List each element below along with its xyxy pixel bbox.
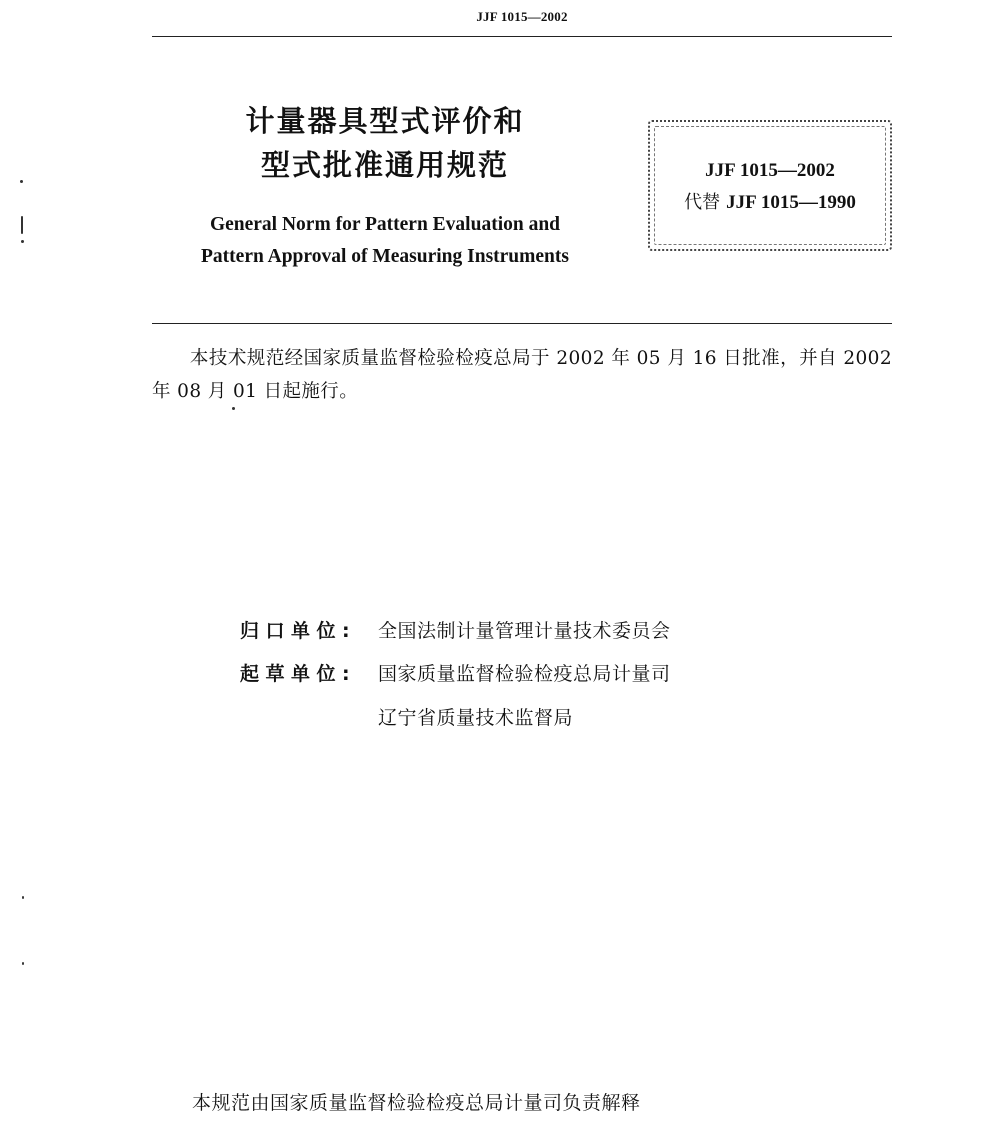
drafting-unit-row-2 — [240, 704, 573, 732]
replaces-line — [650, 190, 890, 216]
approval-statement: 本技术规范经国家质量监督检验检疫总局于 2002 年 05 月 16 日批准，并自 2002 年 08 月 01 日起施行。 — [152, 348, 892, 402]
scan-speck — [21, 216, 23, 234]
responsible-unit-value: 全国法制计量管理计量技术委员会 — [378, 620, 671, 642]
replaced-standard-code: JJF 1015—1990 — [726, 192, 856, 213]
title-chinese-line-1: 计量器具型式评价和 — [245, 104, 525, 138]
scan-speck — [20, 180, 23, 183]
drafting-unit-value-2: 辽宁省质量技术监督局 — [378, 707, 574, 729]
scan-speck — [22, 896, 24, 899]
scan-speck — [232, 407, 235, 410]
drafting-unit-value-1: 国家质量监督检验检疫总局计量司 — [378, 663, 671, 685]
header-rule — [152, 36, 892, 37]
standard-code: JJF 1015—2002 — [705, 160, 835, 181]
scan-speck — [22, 962, 24, 965]
responsible-unit-row — [240, 617, 671, 645]
scan-speck — [21, 240, 24, 243]
interpretation-note: 本规范由国家质量监督检验检疫总局计量司负责解释 — [192, 1092, 641, 1114]
title-english-line-2: Pattern Approval of Measuring Instruments — [201, 246, 569, 267]
drafting-unit-row — [240, 660, 671, 688]
section-rule — [152, 323, 892, 324]
drafting-unit-label: 起草单位: — [240, 663, 357, 685]
replaces-prefix: 代替 — [684, 192, 721, 213]
title-chinese-line-2: 型式批准通用规范 — [260, 148, 509, 182]
code-box-inner-border — [654, 126, 886, 245]
standard-code-box — [648, 120, 892, 251]
running-header: JJF 1015—2002 — [476, 9, 568, 24]
title-english-line-1: General Norm for Pattern Evaluation and — [209, 214, 561, 235]
responsible-unit-label: 归口单位: — [240, 620, 357, 642]
